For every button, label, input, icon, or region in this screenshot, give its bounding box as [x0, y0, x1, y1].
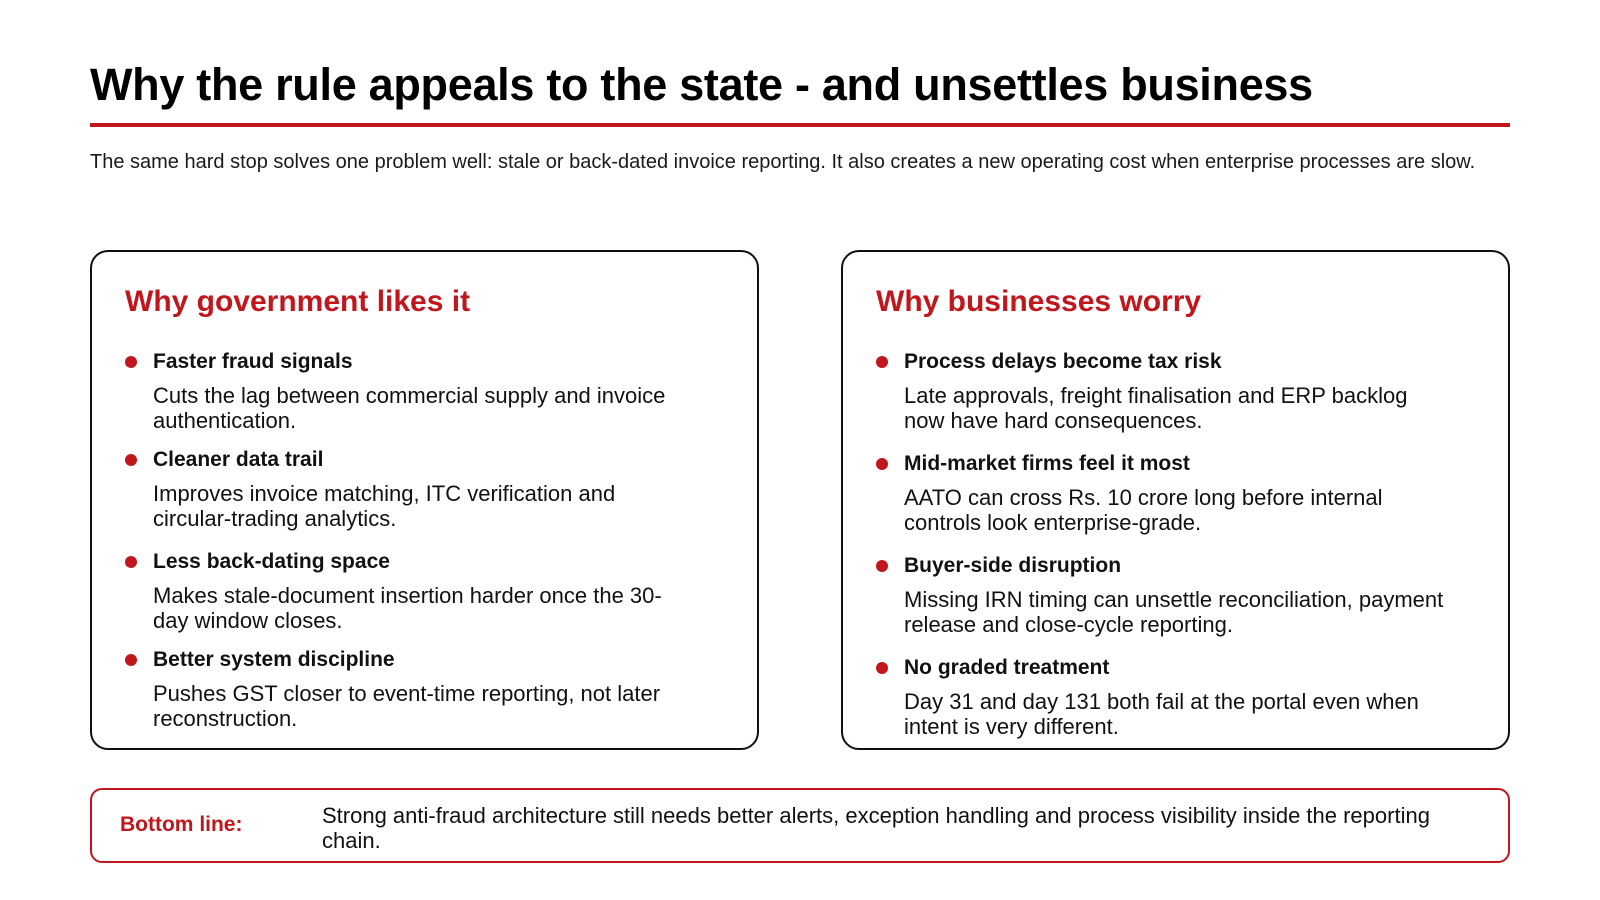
bottom-line-text: Strong anti-fraud architecture still needs better alerts, exception handling and process visibility inside the reporting chain.: [322, 803, 1430, 853]
item-description: Improves invoice matching, ITC verification and circular-trading analytics.: [153, 481, 616, 531]
item-description: Missing IRN timing can unsettle reconciliation, payment release and close-cycle reporting.: [904, 587, 1444, 637]
item-title: Mid-market firms feel it most: [904, 452, 1190, 475]
intro-text: The same hard stop solves one problem well: stale or back-dated invoice reporting. It also creates a new operating cost when enterprise processes are slow.: [90, 151, 1476, 173]
item-title: Process delays become tax risk: [904, 350, 1222, 373]
bottom-line-label: Bottom line:: [120, 813, 243, 836]
item-description: Day 31 and day 131 both fail at the portal even when intent is very different.: [904, 689, 1419, 739]
business-panel-heading: Why businesses worry: [876, 285, 1202, 318]
government-panel: [90, 250, 759, 750]
bullet-icon: [125, 356, 137, 368]
item-description: Late approvals, freight finalisation and ERP backlog now have hard consequences.: [904, 383, 1408, 433]
business-panel: [841, 250, 1510, 750]
item-title: No graded treatment: [904, 656, 1110, 679]
item-title: Buyer-side disruption: [904, 554, 1122, 577]
item-title: Less back-dating space: [153, 550, 390, 573]
bullet-icon: [876, 458, 888, 470]
government-panel-heading: Why government likes it: [125, 285, 471, 318]
item-title: Cleaner data trail: [153, 448, 324, 471]
bottom-line-box: [90, 788, 1510, 863]
item-title: Faster fraud signals: [153, 350, 353, 373]
bullet-icon: [876, 560, 888, 572]
bullet-icon: [125, 654, 137, 666]
slide-title: Why the rule appeals to the state - and unsettles business: [90, 59, 1313, 110]
item-description: Cuts the lag between commercial supply and invoice authentication.: [153, 383, 666, 433]
item-title: Better system discipline: [153, 648, 395, 671]
title-underline: [90, 123, 1510, 127]
bullet-icon: [125, 454, 137, 466]
bullet-icon: [125, 556, 137, 568]
bullet-icon: [876, 662, 888, 674]
item-description: AATO can cross Rs. 10 crore long before internal controls look enterprise-grade.: [904, 485, 1383, 535]
bullet-icon: [876, 356, 888, 368]
item-description: Pushes GST closer to event-time reporting, not later reconstruction.: [153, 681, 661, 731]
item-description: Makes stale-document insertion harder once the 30-day window closes.: [153, 583, 662, 633]
